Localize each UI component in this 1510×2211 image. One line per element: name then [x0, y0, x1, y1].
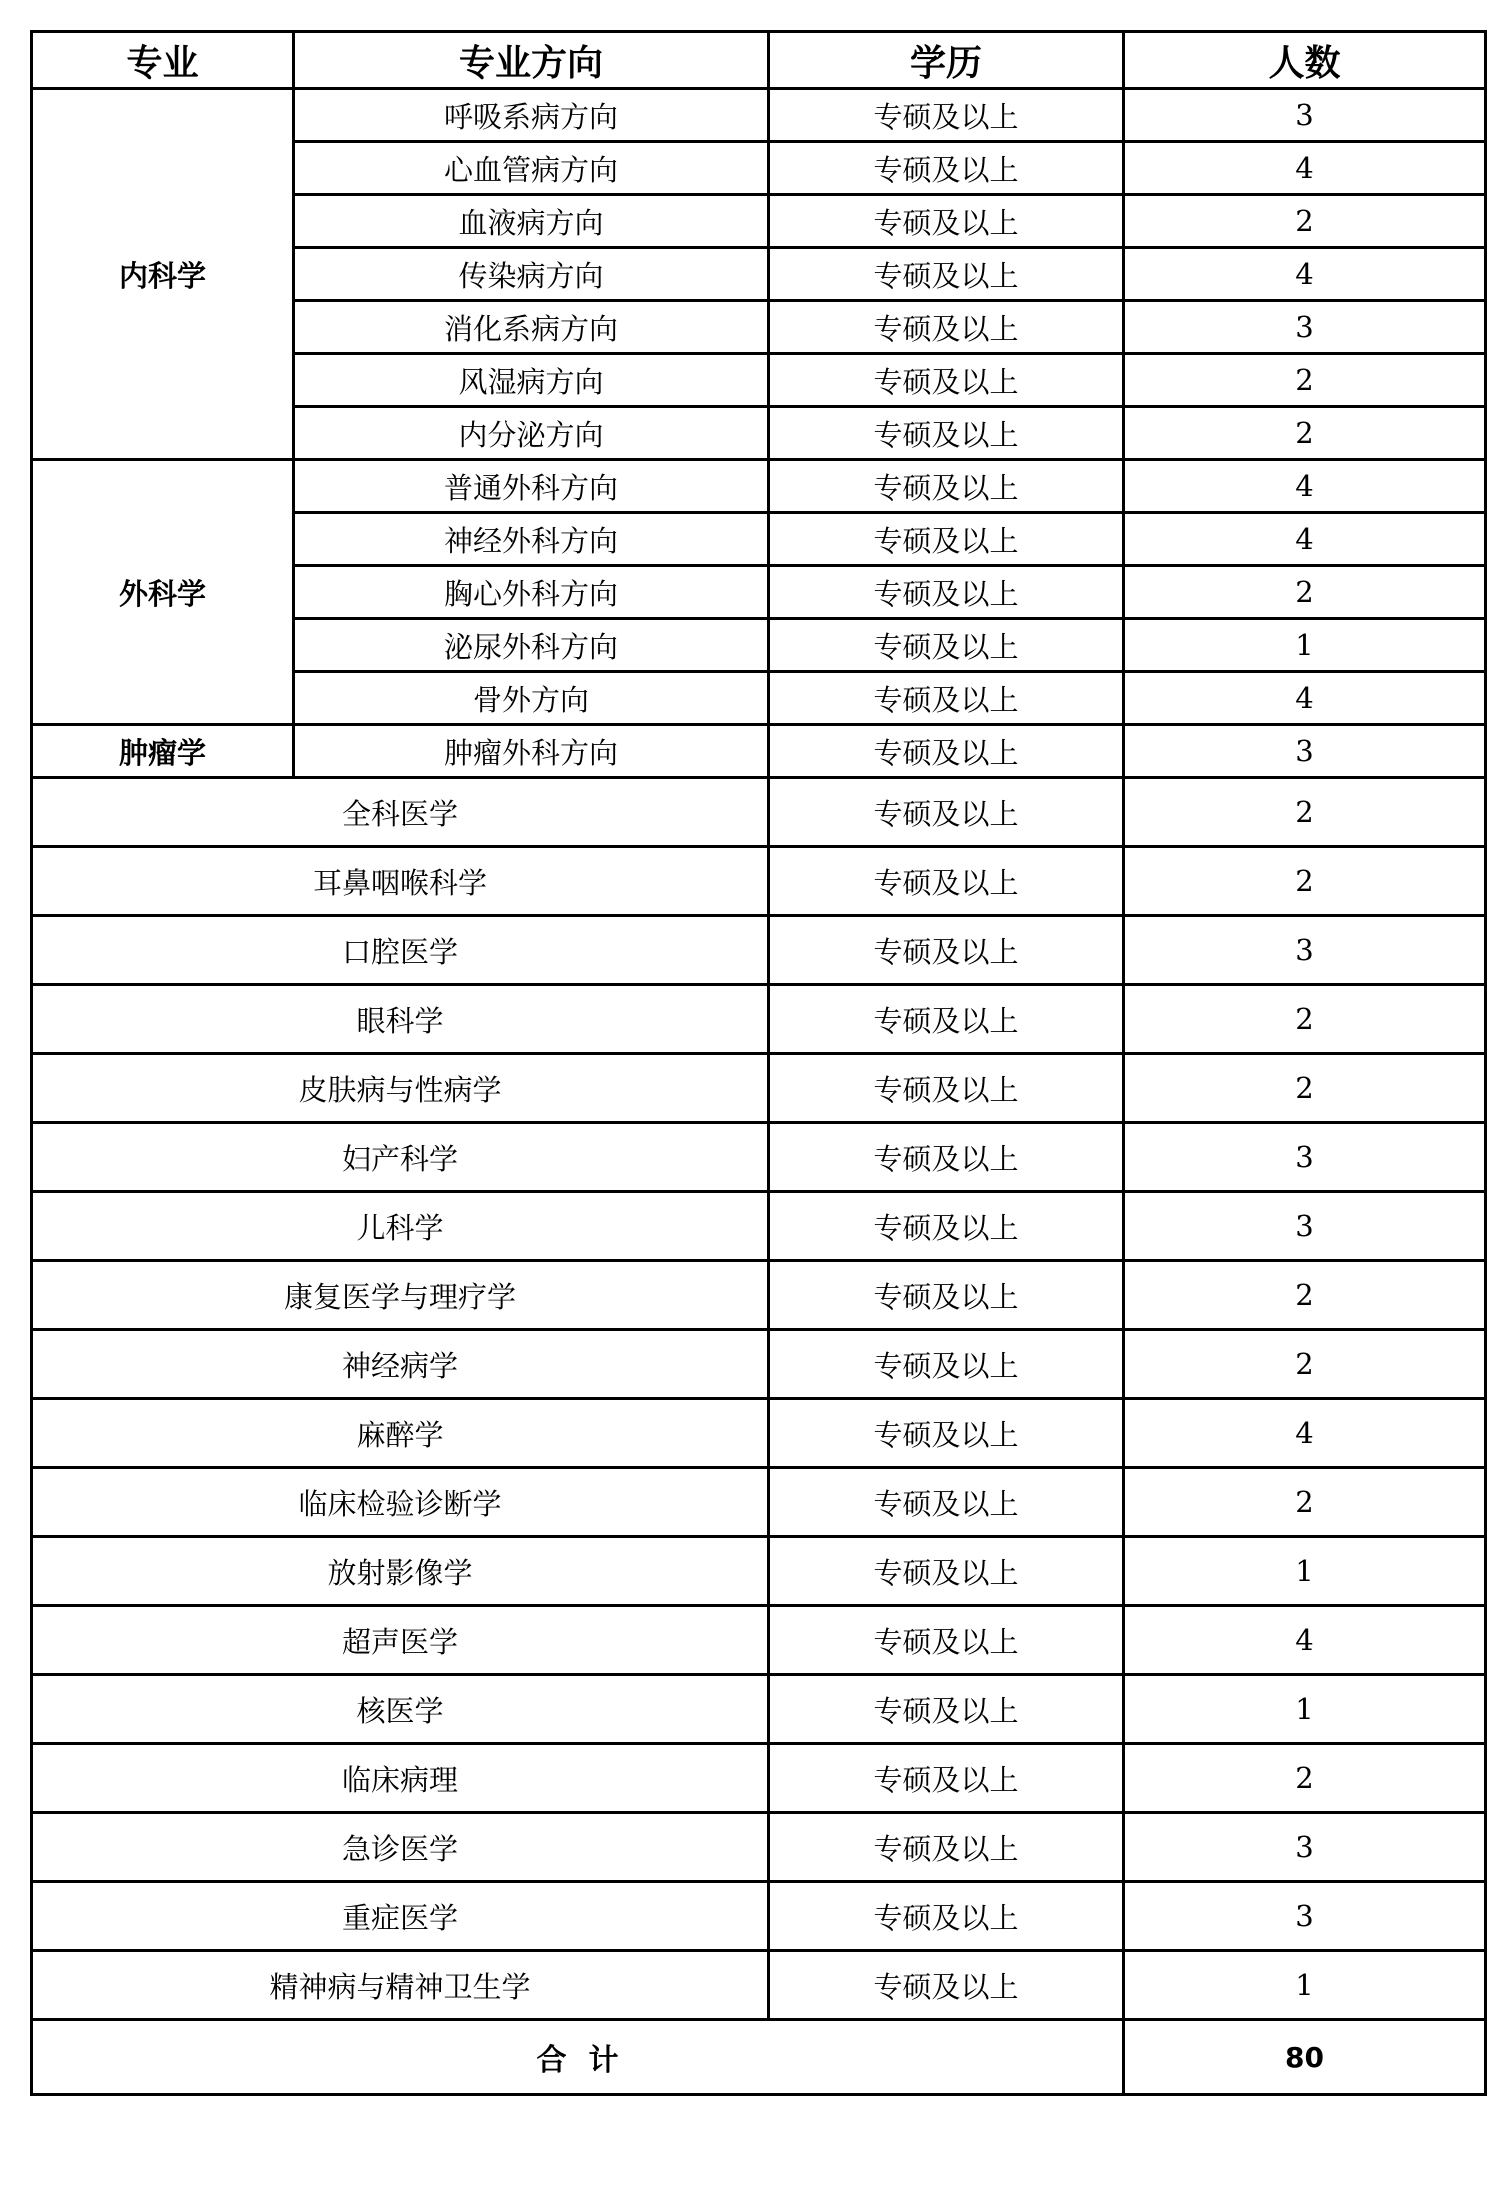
direction-cell: 骨外方向	[294, 672, 769, 725]
education-cell: 专硕及以上	[769, 1744, 1124, 1813]
count-cell: 4	[1124, 513, 1486, 566]
header-major: 专业	[32, 32, 294, 89]
table-row	[32, 985, 1486, 1054]
education-cell: 专硕及以上	[769, 566, 1124, 619]
major-name-cell: 核医学	[32, 1675, 769, 1744]
count-cell: 4	[1124, 142, 1486, 195]
count-cell: 1	[1124, 1675, 1486, 1744]
education-cell: 专硕及以上	[769, 89, 1124, 142]
major-name-cell: 重症医学	[32, 1882, 769, 1951]
table-row	[32, 1606, 1486, 1675]
education-cell: 专硕及以上	[769, 1813, 1124, 1882]
direction-cell: 血液病方向	[294, 195, 769, 248]
education-cell: 专硕及以上	[769, 1261, 1124, 1330]
major-name-cell: 神经病学	[32, 1330, 769, 1399]
count-cell: 2	[1124, 354, 1486, 407]
major-surgery: 外科学	[32, 460, 294, 725]
direction-cell: 传染病方向	[294, 248, 769, 301]
major-name-cell: 超声医学	[32, 1606, 769, 1675]
major-name-cell: 精神病与精神卫生学	[32, 1951, 769, 2020]
direction-cell: 内分泌方向	[294, 407, 769, 460]
education-cell: 专硕及以上	[769, 460, 1124, 513]
table-row	[32, 725, 1486, 778]
table-header	[32, 32, 1486, 89]
count-cell: 3	[1124, 1123, 1486, 1192]
count-cell: 2	[1124, 1468, 1486, 1537]
count-cell: 3	[1124, 916, 1486, 985]
major-name-cell: 康复医学与理疗学	[32, 1261, 769, 1330]
major-name-cell: 临床病理	[32, 1744, 769, 1813]
major-internal-medicine: 内科学	[32, 89, 294, 460]
table-row	[32, 460, 1486, 513]
count-cell: 3	[1124, 89, 1486, 142]
education-cell: 专硕及以上	[769, 354, 1124, 407]
table-row	[32, 89, 1486, 142]
table-row	[32, 1468, 1486, 1537]
direction-cell: 胸心外科方向	[294, 566, 769, 619]
education-cell: 专硕及以上	[769, 985, 1124, 1054]
count-cell: 2	[1124, 1744, 1486, 1813]
table-row	[32, 1399, 1486, 1468]
count-cell: 4	[1124, 1606, 1486, 1675]
education-cell: 专硕及以上	[769, 1882, 1124, 1951]
education-cell: 专硕及以上	[769, 778, 1124, 847]
count-cell: 3	[1124, 301, 1486, 354]
count-cell: 3	[1124, 1882, 1486, 1951]
header-education: 学历	[769, 32, 1124, 89]
count-cell: 4	[1124, 672, 1486, 725]
header-row	[32, 32, 1486, 89]
table-row	[32, 1261, 1486, 1330]
count-cell: 2	[1124, 407, 1486, 460]
education-cell: 专硕及以上	[769, 847, 1124, 916]
count-cell: 3	[1124, 725, 1486, 778]
education-cell: 专硕及以上	[769, 1606, 1124, 1675]
direction-cell: 神经外科方向	[294, 513, 769, 566]
count-cell: 2	[1124, 195, 1486, 248]
education-cell: 专硕及以上	[769, 672, 1124, 725]
major-name-cell: 临床检验诊断学	[32, 1468, 769, 1537]
count-cell: 2	[1124, 847, 1486, 916]
education-cell: 专硕及以上	[769, 1537, 1124, 1606]
major-name-cell: 妇产科学	[32, 1123, 769, 1192]
major-name-cell: 放射影像学	[32, 1537, 769, 1606]
education-cell: 专硕及以上	[769, 1399, 1124, 1468]
recruitment-table	[30, 30, 1487, 2096]
count-cell: 2	[1124, 985, 1486, 1054]
table-row	[32, 778, 1486, 847]
education-cell: 专硕及以上	[769, 1192, 1124, 1261]
table-row	[32, 916, 1486, 985]
table-row	[32, 1330, 1486, 1399]
education-cell: 专硕及以上	[769, 142, 1124, 195]
count-cell: 2	[1124, 1261, 1486, 1330]
count-cell: 2	[1124, 1330, 1486, 1399]
major-name-cell: 急诊医学	[32, 1813, 769, 1882]
major-name-cell: 麻醉学	[32, 1399, 769, 1468]
direction-cell: 泌尿外科方向	[294, 619, 769, 672]
major-name-cell: 耳鼻咽喉科学	[32, 847, 769, 916]
table-row	[32, 1675, 1486, 1744]
table-row	[32, 1537, 1486, 1606]
education-cell: 专硕及以上	[769, 619, 1124, 672]
total-row	[32, 2020, 1486, 2095]
total-label-text: 合计	[536, 2043, 641, 2078]
education-cell: 专硕及以上	[769, 1675, 1124, 1744]
count-cell: 1	[1124, 1537, 1486, 1606]
major-name-cell: 口腔医学	[32, 916, 769, 985]
education-cell: 专硕及以上	[769, 195, 1124, 248]
count-cell: 2	[1124, 1054, 1486, 1123]
count-cell: 2	[1124, 566, 1486, 619]
direction-cell: 肿瘤外科方向	[294, 725, 769, 778]
count-cell: 3	[1124, 1192, 1486, 1261]
total-count: 80	[1124, 2020, 1486, 2095]
header-direction: 专业方向	[294, 32, 769, 89]
education-cell: 专硕及以上	[769, 1330, 1124, 1399]
table-row	[32, 1882, 1486, 1951]
education-cell: 专硕及以上	[769, 916, 1124, 985]
education-cell: 专硕及以上	[769, 248, 1124, 301]
direction-cell: 心血管病方向	[294, 142, 769, 195]
major-name-cell: 眼科学	[32, 985, 769, 1054]
table-row	[32, 1951, 1486, 2020]
table-row	[32, 1123, 1486, 1192]
education-cell: 专硕及以上	[769, 725, 1124, 778]
major-name-cell: 皮肤病与性病学	[32, 1054, 769, 1123]
education-cell: 专硕及以上	[769, 1123, 1124, 1192]
table-body	[32, 89, 1486, 2095]
major-name-cell: 儿科学	[32, 1192, 769, 1261]
count-cell: 2	[1124, 778, 1486, 847]
header-count: 人数	[1124, 32, 1486, 89]
direction-cell: 普通外科方向	[294, 460, 769, 513]
education-cell: 专硕及以上	[769, 1951, 1124, 2020]
table-row	[32, 1054, 1486, 1123]
count-cell: 3	[1124, 1813, 1486, 1882]
count-cell: 4	[1124, 1399, 1486, 1468]
direction-cell: 风湿病方向	[294, 354, 769, 407]
count-cell: 1	[1124, 619, 1486, 672]
table-row	[32, 847, 1486, 916]
count-cell: 4	[1124, 460, 1486, 513]
major-oncology: 肿瘤学	[32, 725, 294, 778]
major-name-cell: 全科医学	[32, 778, 769, 847]
education-cell: 专硕及以上	[769, 301, 1124, 354]
table-row	[32, 1813, 1486, 1882]
table-row	[32, 1744, 1486, 1813]
education-cell: 专硕及以上	[769, 513, 1124, 566]
direction-cell: 消化系病方向	[294, 301, 769, 354]
count-cell: 4	[1124, 248, 1486, 301]
total-label	[32, 2020, 1124, 2095]
education-cell: 专硕及以上	[769, 407, 1124, 460]
count-cell: 1	[1124, 1951, 1486, 2020]
direction-cell: 呼吸系病方向	[294, 89, 769, 142]
table-row	[32, 1192, 1486, 1261]
education-cell: 专硕及以上	[769, 1468, 1124, 1537]
education-cell: 专硕及以上	[769, 1054, 1124, 1123]
